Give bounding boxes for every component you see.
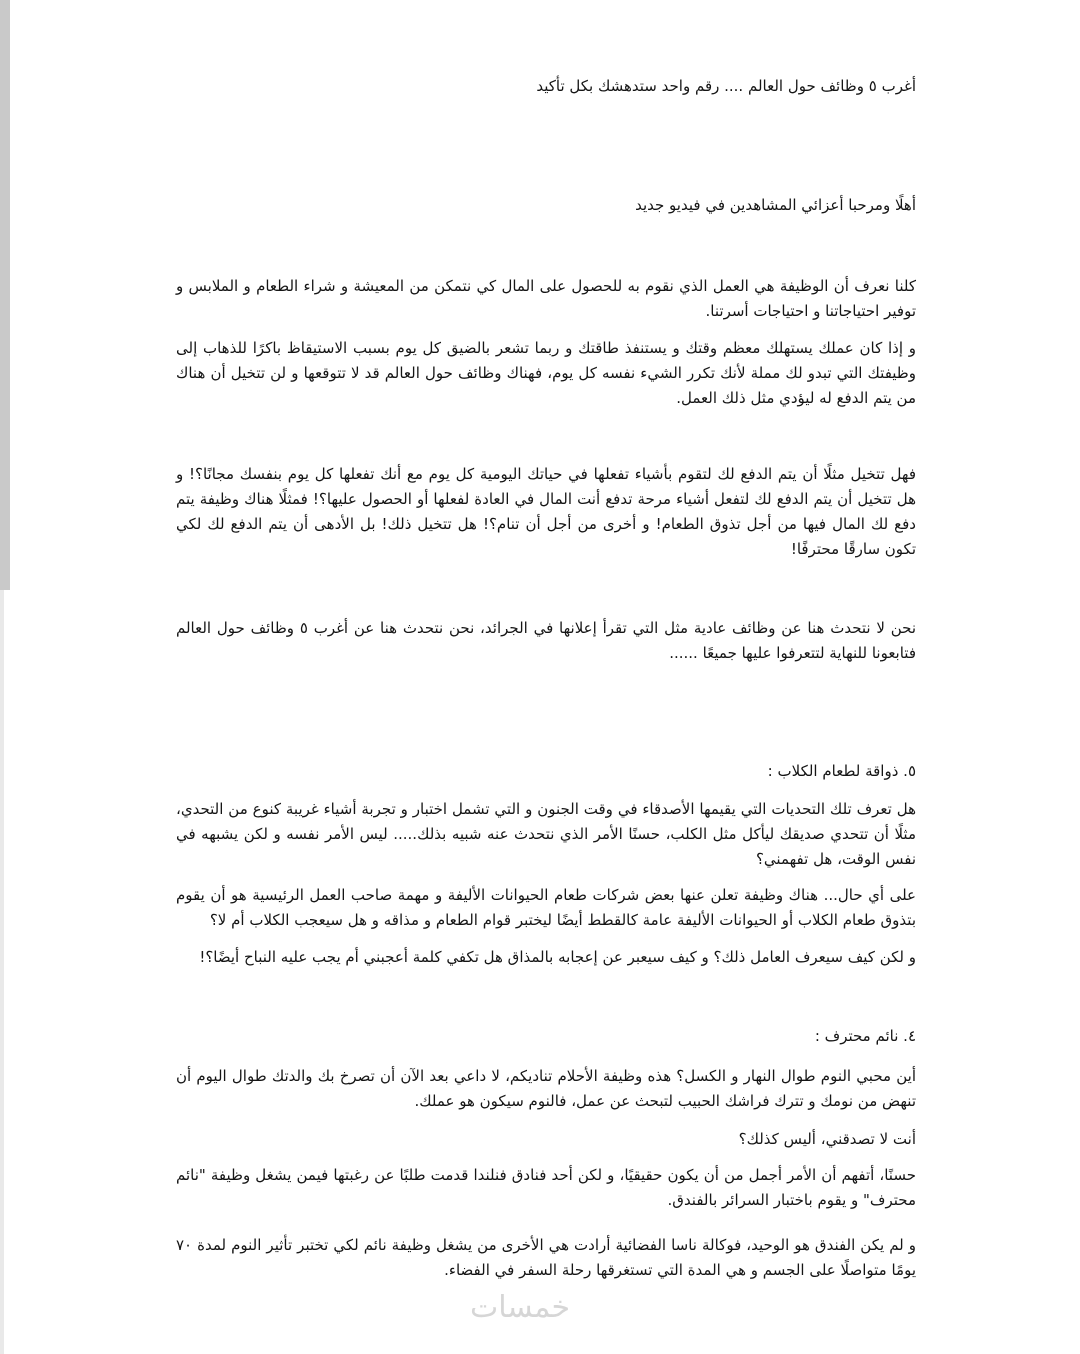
section-5-paragraph-3: و لكن كيف سيعرف العامل ذلك؟ و كيف سيعبر عن إعجابه بالمذاق هل تكفي كلمة أعجبني أم يجب عليه النباح أيضًا؟! <box>199 948 916 966</box>
section-4-paragraph-4: و لم يكن الفندق هو الوحيد، فوكالة ناسا الفضائية أرادت هي الأخرى من يشغل وظيفة نائم لكي تختبر تأثير النوم لمدة ٧٠ يومًا متواصلًا على الجسم و هي المدة التي تستغرقها رحلة السفر في الفضاء. <box>176 1236 916 1279</box>
watermark-logo: خمسات <box>470 1290 571 1325</box>
section-4-heading: ٤. نائم محترف : <box>814 1027 916 1045</box>
greeting-line: أهلًا ومرحبا أعزائي المشاهدين في فيديو جديد <box>635 196 916 214</box>
section-5-paragraph-1: هل تعرف تلك التحديات التي يقيمها الأصدقاء في وقت الجنون و التي تشمل اختبار و تجربة أشياء غريبة كنوع من التحدي، مثلًا أن تتحدي صديقك ليأكل مثل الكلب، حسنًا الأمر الذي نتحدث عنه شبيه بذلك..... ليس الأمر نفسه و لكن يشبهه في نفس الوقت، هل تفهمني؟ <box>176 800 916 868</box>
intro-paragraph-1: كلنا نعرف أن الوظيفة هي العمل الذي نقوم به للحصول على المال كي نتمكن من المعيشة و شراء الطعام و الملابس و توفير احتياجاتنا و احتياجات أسرتنا. <box>176 277 916 320</box>
section-5-paragraph-2: على أي حال... هناك وظيفة تعلن عنها بعض شركات طعام الحيوانات الأليفة و مهمة صاحب العمل الرئيسية هو أن يقوم بتذوق طعام الكلاب أو الحيوانات الأليفة عامة كالقطط أيضًا ليختبر قوام الطعام و مذاقه و هل سيعجب الكلاب أم لا؟ <box>176 886 916 929</box>
intro-paragraph-2: و إذا كان عملك يستهلك معظم وقتك و يستنفذ طاقتك و ربما تشعر بالضيق كل يوم بسبب الاستيقاظ باكرًا للذهاب إلى وظيفتك التي تبدو لك مملة لأنك تكرر الشيء نفسه كل يوم، فهناك وظائف حول العالم قد لا تتوقعها و لن تتخيل أن هناك من يتم الدفع له ليؤدي مثل ذلك العمل. <box>176 339 916 407</box>
document-page <box>160 0 920 1354</box>
document-title: أغرب ٥ وظائف حول العالم .... رقم واحد ستدهشك بكل تأكيد <box>536 77 916 95</box>
intro-paragraph-4: نحن لا نتحدث هنا عن وظائف عادية مثل التي تقرأ إعلانها في الجرائد، نحن نتحدث هنا عن أغرب ٥ وظائف حول العالم فتابعونا للنهاية لتتعرفوا عليها جميعًا ...... <box>176 619 916 662</box>
section-5-heading: ٥. ذواقة لطعام الكلاب : <box>767 762 916 780</box>
section-4-paragraph-1: أين محبي النوم طوال النهار و الكسل؟ هذه وظيفة الأحلام تناديكم، لا داعي بعد الآن أن تصرخ بك والدتك طوال اليوم أن تنهض من نومك و تترك فراشك الحبيب لتبحث عن عمل، فالنوم سيكون هو عملك. <box>176 1067 916 1110</box>
intro-paragraph-3: فهل تتخيل مثلًا أن يتم الدفع لك لتقوم بأشياء تفعلها في حياتك اليومية كل يوم مع أنك تفعلها كل يوم بنفسك مجانًا؟! و هل تتخيل أن يتم الدفع لك لتفعل أشياء مرحة تدفع أنت المال في العادة لفعلها أو الحصول عليها؟! فمثلًا هناك وظيفة يتم دفع لك المال فيها من أجل تذوق الطعام! و أخرى من أجل أن تنام؟! هل تتخيل ذلك! بل الأدهى أن يتم الدفع لك لكي تكون سارقًا محترفًا! <box>176 465 916 558</box>
section-4-paragraph-2: أنت لا تصدقني، أليس كذلك؟ <box>738 1130 916 1148</box>
scroll-rail[interactable] <box>0 0 10 590</box>
section-4-paragraph-3: حسنًا، أتفهم أن الأمر أجمل من أن يكون حقيقيًا، و لكن أحد فنادق فنلندا قدمت طلبًا عن رغبتها فيمن يشغل وظيفة "نائم محترف" و يقوم باختبار السرائر بالفندق. <box>176 1166 916 1209</box>
page-edge <box>0 590 4 1354</box>
